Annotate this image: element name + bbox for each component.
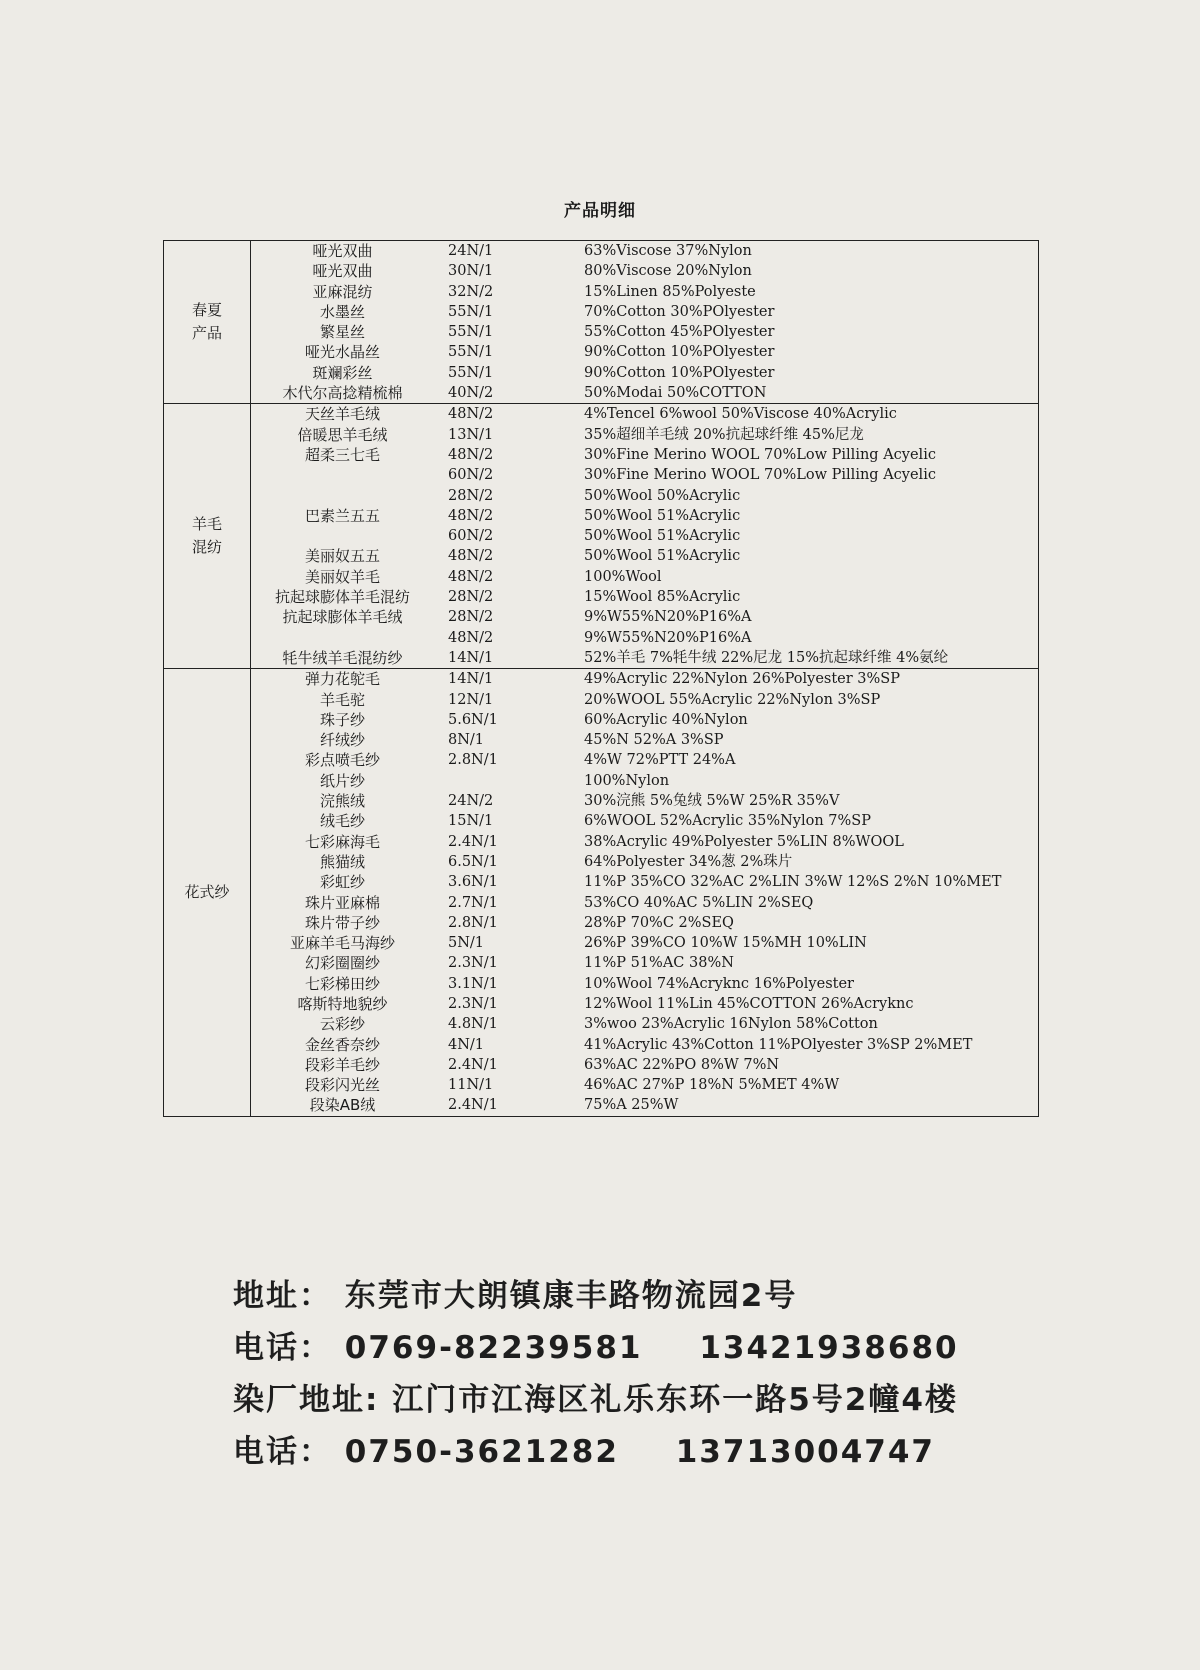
product-name-cell: 亚麻混纺 (312, 282, 373, 301)
phone-line (233, 1322, 959, 1374)
composition-cell: 60%Acrylic 40%Nylon (568, 710, 1039, 730)
composition-cell: 11%P 51%AC 38%N (568, 953, 1039, 973)
table-row (164, 832, 1039, 852)
yarn-count-cell: 60N/2 (448, 467, 494, 484)
product-name-cell: 珠子纱 (319, 710, 365, 729)
yarn-count-cell: 48N/2 (434, 404, 568, 425)
product-name-cell: 浣熊绒 (319, 792, 365, 811)
yarn-count-cell: 13N/1 (448, 426, 494, 443)
composition-cell: 90%Cotton 10%POlyester (568, 342, 1039, 362)
table-row (164, 241, 1039, 262)
composition-cell: 46%AC 27%P 18%N 5%MET 4%W (568, 1075, 1039, 1095)
table-row (164, 710, 1039, 730)
product-table-body (164, 241, 1039, 1117)
table-row (164, 506, 1039, 526)
product-name-cell: 水墨丝 (319, 302, 365, 321)
composition-cell: 63%AC 22%PO 8%W 7%N (568, 1055, 1039, 1075)
yarn-count-cell: 8N/1 (448, 732, 485, 749)
yarn-count-cell: 48N/2 (448, 446, 494, 463)
yarn-count-cell: 3.1N/1 (448, 975, 498, 992)
table-row (164, 261, 1039, 281)
composition-cell: 15%Wool 85%Acrylic (568, 587, 1039, 607)
composition-cell: 49%Acrylic 22%Nylon 26%Polyester 3%SP (568, 669, 1039, 690)
product-name-cell: 熊猫绒 (319, 852, 365, 871)
composition-cell: 3%woo 23%Acrylic 16Nylon 58%Cotton (568, 1014, 1039, 1034)
yarn-count-cell: 55N/1 (448, 344, 494, 361)
composition-cell: 35%超细羊毛绒 20%抗起球纤维 45%尼龙 (568, 425, 1039, 445)
composition-cell: 10%Wool 74%Acryknc 16%Polyester (568, 974, 1039, 994)
yarn-count-cell: 4.8N/1 (448, 1016, 498, 1033)
composition-cell: 30%Fine Merino WOOL 70%Low Pilling Acyelic (568, 445, 1039, 465)
composition-cell: 4%W 72%PTT 24%A (568, 750, 1039, 770)
table-row (164, 994, 1039, 1014)
category-cell: 春夏 产品 (164, 241, 251, 404)
yarn-count-cell: 48N/2 (448, 507, 494, 524)
table-row (164, 771, 1039, 791)
product-name-cell: 亚麻羊毛马海纱 (289, 934, 395, 953)
yarn-count-cell: 28N/2 (448, 589, 494, 606)
phone-label: 电话： (233, 1330, 332, 1366)
product-name-cell: 段彩闪光丝 (304, 1076, 380, 1095)
composition-cell: 15%Linen 85%Polyeste (568, 282, 1039, 302)
table-row (164, 1014, 1039, 1034)
yarn-count-cell: 40N/2 (448, 385, 494, 402)
composition-cell: 11%P 35%CO 32%AC 2%LIN 3%W 12%S 2%N 10%MET (568, 872, 1039, 892)
product-name-cell: 美丽奴羊毛 (304, 567, 380, 586)
product-name-cell: 斑斓彩丝 (312, 363, 373, 382)
composition-cell: 38%Acrylic 49%Polyester 5%LIN 8%WOOL (568, 832, 1039, 852)
yarn-count-cell: 5N/1 (448, 935, 485, 952)
product-name-cell (251, 526, 435, 546)
composition-cell: 45%N 52%A 3%SP (568, 730, 1039, 750)
product-name-cell: 彩虹纱 (319, 873, 365, 892)
yarn-count-cell: 55N/1 (448, 364, 494, 381)
composition-cell: 26%P 39%CO 10%W 15%MH 10%LIN (568, 933, 1039, 953)
phone-number-2: 13421938680 (699, 1330, 959, 1366)
product-name-cell: 纸片纱 (319, 771, 365, 790)
table-row (164, 383, 1039, 404)
table-row (164, 322, 1039, 342)
yarn-count-cell: 28N/2 (448, 609, 494, 626)
yarn-count-cell: 4N/1 (448, 1036, 485, 1053)
composition-cell: 50%Wool 51%Acrylic (568, 506, 1039, 526)
composition-cell: 100%Wool (568, 567, 1039, 587)
address-label: 地址： (233, 1278, 332, 1314)
yarn-count-cell: 55N/1 (448, 303, 494, 320)
yarn-count-cell: 32N/2 (448, 283, 494, 300)
yarn-count-cell: 55N/1 (448, 324, 494, 341)
product-name-cell: 哑光双曲 (312, 262, 373, 281)
yarn-count-cell: 2.3N/1 (448, 995, 498, 1012)
composition-cell: 9%W55%N20%P16%A (568, 607, 1039, 627)
table-row (164, 363, 1039, 383)
factory-phone-label: 电话： (233, 1434, 332, 1470)
product-name-cell: 美丽奴五五 (304, 547, 380, 566)
product-name-cell: 七彩麻海毛 (304, 832, 380, 851)
yarn-count-cell: 2.8N/1 (448, 752, 498, 769)
factory-phone-number-1: 0750-3621282 (344, 1434, 619, 1470)
table-row (164, 852, 1039, 872)
yarn-count-cell: 28N/2 (448, 487, 494, 504)
yarn-count-cell: 2.8N/1 (448, 914, 498, 931)
table-row (164, 669, 1039, 690)
yarn-count-cell: 48N/2 (448, 548, 494, 565)
table-row (164, 526, 1039, 546)
product-name-cell: 木代尔高捻精梳棉 (282, 384, 403, 403)
yarn-count-cell: 48N/2 (448, 629, 494, 646)
product-name-cell: 绒毛纱 (319, 812, 365, 831)
yarn-count-cell: 2.7N/1 (448, 894, 498, 911)
factory-phone-line (233, 1426, 959, 1478)
table-row (164, 425, 1039, 445)
table-row (164, 546, 1039, 566)
composition-cell: 50%Wool 51%Acrylic (568, 546, 1039, 566)
table-row (164, 750, 1039, 770)
table-row (164, 974, 1039, 994)
category-cell: 羊毛 混纺 (164, 404, 251, 669)
product-name-cell: 金丝香奈纱 (304, 1035, 380, 1054)
yarn-count-cell: 15N/1 (448, 813, 494, 830)
composition-cell: 70%Cotton 30%POlyester (568, 302, 1039, 322)
composition-cell: 52%羊毛 7%牦牛绒 22%尼龙 15%抗起球纤维 4%氨纶 (568, 648, 1039, 669)
composition-cell: 50%Wool 50%Acrylic (568, 486, 1039, 506)
page-title: 产品明细 (564, 201, 636, 221)
product-name-cell: 纤绒纱 (319, 731, 365, 750)
phone-number-1: 0769-82239581 (344, 1330, 643, 1366)
composition-cell: 80%Viscose 20%Nylon (568, 261, 1039, 281)
yarn-count-cell (434, 771, 568, 791)
table-row (164, 1035, 1039, 1055)
product-name-cell: 七彩梯田纱 (304, 974, 380, 993)
product-name-cell: 喀斯特地貌纱 (297, 994, 388, 1013)
composition-cell: 12%Wool 11%Lin 45%COTTON 26%Acryknc (568, 994, 1039, 1014)
yarn-count-cell: 60N/2 (448, 528, 494, 545)
category-cell: 花式纱 (164, 669, 251, 1117)
table-row (164, 913, 1039, 933)
product-name-cell: 倍暖思羊毛绒 (297, 425, 388, 444)
yarn-count-cell: 24N/2 (448, 793, 494, 810)
product-name-cell: 抗起球膨体羊毛混纺 (274, 588, 410, 607)
table-row (164, 486, 1039, 506)
table-row (164, 893, 1039, 913)
product-name-cell: 珠片亚麻棉 (304, 893, 380, 912)
product-name-cell: 哑光水晶丝 (304, 343, 380, 362)
yarn-count-cell: 2.4N/1 (448, 833, 498, 850)
table-row (164, 302, 1039, 322)
product-name-cell: 繁星丝 (319, 323, 365, 342)
table-row (164, 791, 1039, 811)
table-row (164, 404, 1039, 425)
product-name-cell: 哑光双曲 (251, 241, 435, 262)
address-line (233, 1270, 959, 1322)
yarn-count-cell: 48N/2 (448, 568, 494, 585)
yarn-count-cell: 2.4N/1 (434, 1095, 568, 1116)
composition-cell: 63%Viscose 37%Nylon (568, 241, 1039, 262)
yarn-count-cell: 24N/1 (434, 241, 568, 262)
composition-cell: 30%浣熊 5%兔绒 5%W 25%R 35%V (568, 791, 1039, 811)
composition-cell: 55%Cotton 45%POlyester (568, 322, 1039, 342)
address-value: 东莞市大朗镇康丰路物流园2号 (344, 1278, 798, 1314)
product-name-cell: 幻彩圈圈纱 (304, 954, 380, 973)
composition-cell: 9%W55%N20%P16%A (568, 628, 1039, 648)
composition-cell: 28%P 70%C 2%SEQ (568, 913, 1039, 933)
product-name-cell (251, 628, 435, 648)
table-row (164, 1055, 1039, 1075)
product-name-cell: 巴素兰五五 (304, 506, 380, 525)
yarn-count-cell: 3.6N/1 (448, 874, 498, 891)
table-row (164, 1095, 1039, 1116)
factory-address-label: 染厂地址: (233, 1382, 380, 1418)
factory-phone-number-2: 13713004747 (675, 1434, 936, 1470)
product-name-cell (251, 486, 435, 506)
product-name-cell (251, 465, 435, 485)
composition-cell: 41%Acrylic 43%Cotton 11%POlyester 3%SP 2%MET (568, 1035, 1039, 1055)
composition-cell: 4%Tencel 6%wool 50%Viscose 40%Acrylic (568, 404, 1039, 425)
product-name-cell: 珠片带子纱 (304, 913, 380, 932)
factory-address-value: 江门市江海区礼乐东环一路5号2幢4楼 (392, 1382, 958, 1418)
table-row (164, 690, 1039, 710)
composition-cell: 53%CO 40%AC 5%LIN 2%SEQ (568, 893, 1039, 913)
product-name-cell: 天丝羊毛绒 (251, 404, 435, 425)
yarn-count-cell: 11N/1 (448, 1077, 494, 1094)
composition-cell: 50%Modai 50%COTTON (568, 383, 1039, 404)
table-row (164, 953, 1039, 973)
product-name-cell: 羊毛驼 (319, 690, 365, 709)
composition-cell: 50%Wool 51%Acrylic (568, 526, 1039, 546)
composition-cell: 64%Polyester 34%葱 2%珠片 (568, 852, 1039, 872)
table-row (164, 342, 1039, 362)
table-row (164, 730, 1039, 750)
table-row (164, 648, 1039, 669)
composition-cell: 6%WOOL 52%Acrylic 35%Nylon 7%SP (568, 811, 1039, 831)
product-table (163, 240, 1039, 1117)
table-row (164, 445, 1039, 465)
composition-cell: 75%A 25%W (568, 1095, 1039, 1116)
yarn-count-cell: 2.4N/1 (448, 1056, 498, 1073)
table-row (164, 567, 1039, 587)
yarn-count-cell: 30N/1 (448, 263, 494, 280)
product-name-cell: 抗起球膨体羊毛绒 (282, 608, 403, 627)
product-name-cell: 彩点喷毛纱 (304, 751, 380, 770)
yarn-count-cell: 14N/1 (434, 669, 568, 690)
table-row (164, 465, 1039, 485)
table-row (164, 628, 1039, 648)
yarn-count-cell: 5.6N/1 (448, 711, 498, 728)
composition-cell: 100%Nylon (568, 771, 1039, 791)
yarn-count-cell: 12N/1 (448, 691, 494, 708)
composition-cell: 30%Fine Merino WOOL 70%Low Pilling Acyelic (568, 465, 1039, 485)
table-row (164, 872, 1039, 892)
factory-address-line (233, 1374, 959, 1426)
product-name-cell: 牦牛绒羊毛混纺纱 (282, 648, 403, 667)
yarn-count-cell: 14N/1 (448, 649, 494, 666)
product-name-cell: 云彩纱 (319, 1015, 365, 1034)
product-name-cell: 弹力花鸵毛 (251, 669, 435, 690)
table-row (164, 1075, 1039, 1095)
table-row (164, 282, 1039, 302)
yarn-count-cell: 6.5N/1 (448, 853, 498, 870)
table-row (164, 933, 1039, 953)
table-row (164, 587, 1039, 607)
product-name-cell: 超柔三七毛 (304, 445, 380, 464)
table-row (164, 607, 1039, 627)
composition-cell: 90%Cotton 10%POlyester (568, 363, 1039, 383)
table-row (164, 811, 1039, 831)
product-name-cell: 段染AB绒 (251, 1095, 435, 1116)
yarn-count-cell: 2.3N/1 (448, 955, 498, 972)
contact-block (233, 1270, 959, 1478)
composition-cell: 20%WOOL 55%Acrylic 22%Nylon 3%SP (568, 690, 1039, 710)
product-name-cell: 段彩羊毛纱 (304, 1055, 380, 1074)
